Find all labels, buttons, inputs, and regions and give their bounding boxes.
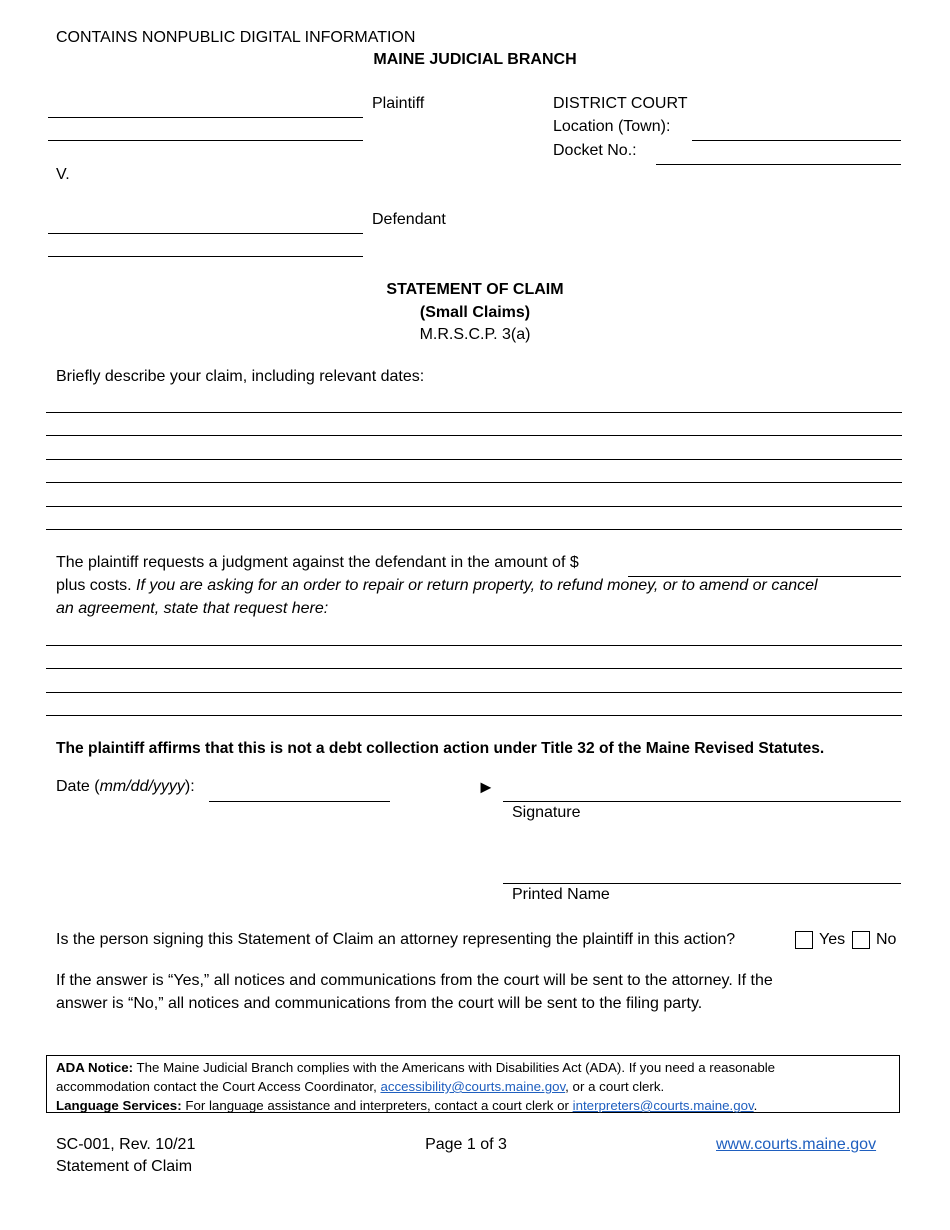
request-line[interactable]: [46, 668, 902, 669]
claim-line[interactable]: [46, 412, 902, 413]
attorney-yes-label: Yes: [819, 931, 846, 948]
defendant-name-field-2[interactable]: [48, 236, 363, 257]
date-label-pre: Date (: [56, 778, 100, 795]
plus-costs-text: plus costs.: [56, 577, 132, 594]
date-format: mm/dd/yyyy: [99, 778, 185, 795]
attorney-explanation-1: If the answer is “Yes,” all notices and communications from the court will be sent to the attorney. If the: [56, 972, 773, 989]
claim-line[interactable]: [46, 529, 902, 530]
signature-label: Signature: [512, 804, 581, 821]
ada-text-1: The Maine Judicial Branch complies with the Americans with Disabilities Act (ADA). If you need a reasonable: [133, 1060, 776, 1075]
ada-notice-box: [46, 1055, 900, 1113]
claim-line[interactable]: [46, 459, 902, 460]
date-label-post: ):: [184, 778, 195, 795]
judgment-text: The plaintiff requests a judgment against the defendant in the amount of $: [56, 554, 579, 571]
location-label: Location (Town):: [553, 118, 671, 135]
attorney-no-checkbox[interactable]: [852, 931, 870, 949]
request-instruction-1: If you are asking for an order to repair or return property, to refund money, or to amend or cancel: [131, 577, 818, 594]
language-services-end: .: [753, 1098, 758, 1113]
plaintiff-name-field-1[interactable]: [48, 97, 363, 118]
judgment-amount-field[interactable]: [628, 556, 901, 577]
docket-label: Docket No.:: [553, 142, 637, 159]
request-line-1: [56, 577, 818, 595]
form-name: Statement of Claim: [56, 1158, 193, 1175]
request-line[interactable]: [46, 715, 902, 716]
printed-name-label: Printed Name: [512, 886, 610, 903]
defendant-label: Defendant: [372, 211, 446, 228]
sign-arrow-icon: ►: [477, 777, 495, 797]
defendant-name-field-1[interactable]: [48, 213, 363, 234]
attorney-question: Is the person signing this Statement of Claim an attorney representing the plaintiff in this action?: [56, 931, 736, 948]
affirmation-text: The plaintiff affirms that this is not a debt collection action under Title 32 of the Maine Revised Statutes.: [56, 740, 825, 757]
form-id: SC-001, Rev. 10/21: [56, 1136, 196, 1153]
attorney-yes-checkbox[interactable]: [795, 931, 813, 949]
request-instruction-2: an agreement, state that request here:: [56, 600, 329, 617]
language-services-text: For language assistance and interpreters, contact a court clerk or: [181, 1098, 573, 1113]
interpreters-email-link[interactable]: interpreters@courts.maine.gov: [572, 1098, 754, 1113]
claim-prompt: Briefly describe your claim, including relevant dates:: [56, 368, 425, 385]
attorney-explanation-2: answer is “No,” all notices and communications from the court will be sent to the filing party.: [56, 995, 703, 1012]
claim-line[interactable]: [46, 506, 902, 507]
form-title: STATEMENT OF CLAIM: [386, 281, 564, 298]
court-name: DISTRICT COURT: [553, 95, 688, 112]
date-label: [56, 778, 195, 796]
request-line[interactable]: [46, 692, 902, 693]
claim-line[interactable]: [46, 435, 902, 436]
ada-text-2: accommodation contact the Court Access Coordinator,: [56, 1079, 381, 1094]
accessibility-email-link[interactable]: accessibility@courts.maine.gov: [380, 1079, 566, 1094]
form-subtitle: (Small Claims): [419, 304, 531, 321]
page-number: Page 1 of 3: [425, 1136, 507, 1153]
rule-citation: M.R.S.C.P. 3(a): [419, 326, 531, 343]
date-field[interactable]: [209, 781, 390, 802]
courts-website-link[interactable]: www.courts.maine.gov: [716, 1136, 877, 1153]
request-line[interactable]: [46, 645, 902, 646]
plaintiff-name-field-2[interactable]: [48, 120, 363, 141]
attorney-no-label: No: [876, 931, 897, 948]
signature-field[interactable]: [503, 781, 901, 802]
plaintiff-label: Plaintiff: [372, 95, 425, 112]
ada-text-3: , or a court clerk.: [565, 1079, 665, 1094]
language-services-label: Language Services:: [56, 1098, 182, 1113]
branch-title: MAINE JUDICIAL BRANCH: [373, 51, 577, 68]
printed-name-field[interactable]: [503, 863, 901, 884]
location-field[interactable]: [692, 120, 901, 141]
ada-label: ADA Notice:: [56, 1060, 134, 1075]
claim-line[interactable]: [46, 482, 902, 483]
versus-label: V.: [56, 166, 70, 183]
nonpublic-banner: CONTAINS NONPUBLIC DIGITAL INFORMATION: [56, 29, 416, 46]
docket-field[interactable]: [656, 144, 901, 165]
